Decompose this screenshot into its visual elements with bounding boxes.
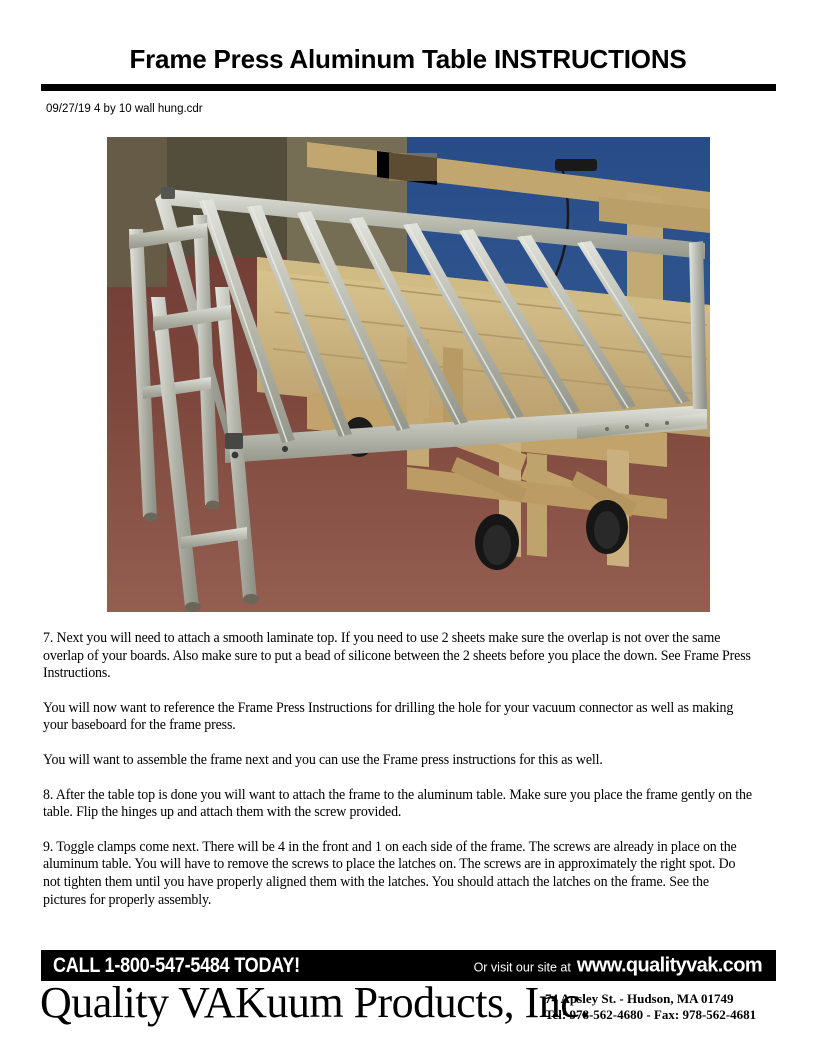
- visit-site-prefix: Or visit our site at: [473, 960, 571, 974]
- paragraph-8: 8. After the table top is done you will want to attach the frame to the aluminum table. Make sure you place the frame gently on the table. Flip the hinges up and attach them with the screw provided.: [43, 786, 752, 821]
- instructions-body: [43, 630, 776, 926]
- page-title: Frame Press Aluminum Table INSTRUCTIONS: [129, 44, 687, 74]
- aluminum-table-photo: [107, 137, 710, 612]
- title-divider-rule: [41, 84, 776, 91]
- paragraph-assemble-frame: You will want to assemble the frame next and you can use the Frame press instructions for this as well.: [43, 751, 603, 768]
- contact-line: Tel: 978-562-4680 - Fax: 978-562-4681: [545, 1006, 757, 1022]
- document-date-filename: 09/27/19 4 by 10 wall hung.cdr: [46, 103, 203, 115]
- address-line: 74 Apsley St. - Hudson, MA 01749: [545, 991, 734, 1006]
- paragraph-9: 9. Toggle clamps come next. There will be 4 in the front and 1 on each side of the frame. The screws are already in place on the aluminum table. You will have to remove the screws to place the latches on. The screws are in approximately the right spot. Do not tighten them until you have properly aligned them with the latches. You should attach the latches on the frame. See the pictures for properly assembly.: [43, 838, 737, 908]
- website-url[interactable]: www.qualityvak.com: [576, 954, 762, 976]
- company-name: Quality VAKuum Products, Inc.: [40, 978, 590, 1027]
- photo-illustration: [107, 137, 710, 612]
- phone-call-text[interactable]: CALL 1-800-547-5484 TODAY!: [53, 953, 300, 977]
- website-promo: [474, 954, 762, 977]
- paragraph-vacuum-connector: You will now want to reference the Frame Press Instructions for drilling the hole for your vacuum connector as well as making your baseboard for the frame press.: [43, 699, 734, 734]
- paragraph-7: 7. Next you will need to attach a smooth laminate top. If you need to use 2 sheets make sure the overlap is not over the same overlap of your boards. Also make sure to put a bead of silicone between the 2 sheets before you place the down. See Frame Press Instructions.: [43, 630, 751, 682]
- company-address-block: [545, 991, 756, 1022]
